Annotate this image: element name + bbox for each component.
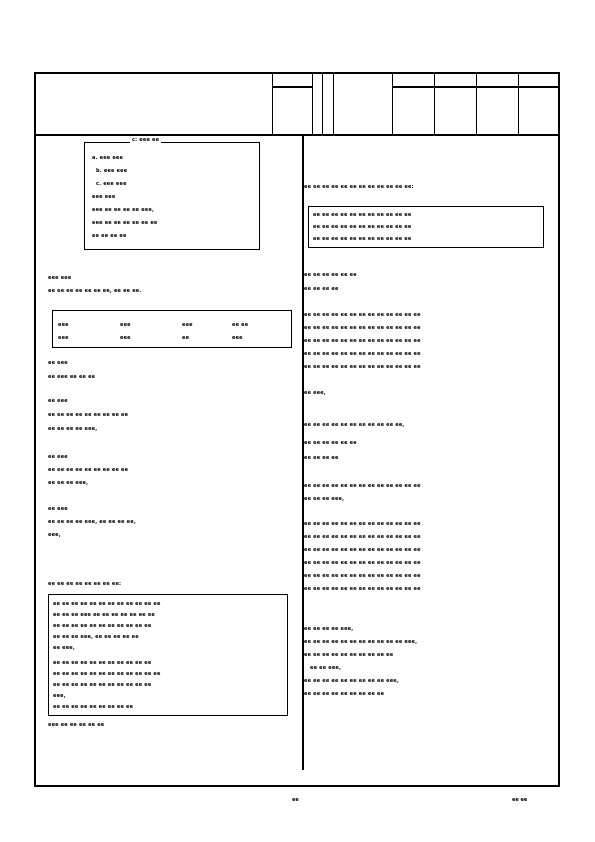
- table-cell: eee: [58, 335, 69, 341]
- passage-line: ee ee ee ee ee ee ee ee ee ee ee ee: [53, 671, 161, 677]
- page-number: ee: [292, 797, 299, 803]
- passage-line: ee ee ee ee ee ee ee ee ee ee ee: [53, 682, 152, 688]
- passage-line: ee ee ee ee ee ee ee ee ee ee ee: [313, 212, 412, 218]
- options-table: [52, 310, 292, 348]
- paragraph-line: ee ee eee,: [310, 665, 342, 671]
- header-divider: [322, 74, 323, 134]
- header-divider: [333, 74, 334, 134]
- passage-line: ee ee ee ee ee ee ee ee ee: [53, 704, 134, 710]
- option-line: ee ee ee ee ee ee: [304, 440, 357, 446]
- paragraph-line: ee ee ee ee ee ee ee ee ee: [304, 691, 385, 697]
- paragraph-heading: ee ee ee ee ee ee ee ee ee ee ee ee ee: [304, 521, 421, 527]
- option-line: ee ee ee ee: [304, 455, 339, 461]
- answer-label: ee eee: [48, 360, 68, 366]
- steps-line: eee ee ee ee ee ee ee: [92, 220, 158, 226]
- passage-line: ee ee ee ee ee ee ee ee ee ee ee: [313, 224, 412, 230]
- paragraph-line: ee ee ee ee eee,: [304, 626, 354, 632]
- paragraph-line: ee eee,: [304, 390, 326, 396]
- answer-text: eee,: [48, 532, 61, 538]
- paragraph-line: ee ee ee ee ee ee ee ee ee ee ee ee ee: [304, 364, 421, 370]
- passage-line: ee eee,: [53, 645, 75, 651]
- steps-line: b. eee eee: [96, 168, 128, 174]
- table-cell: eee: [120, 335, 131, 341]
- answer-label: ee eee: [48, 398, 68, 404]
- paragraph-line: ee ee ee ee ee ee ee ee ee eee,: [304, 678, 399, 684]
- paragraph-line: ee ee ee ee ee ee ee ee ee ee ee ee ee: [304, 560, 421, 566]
- paragraph-line: ee ee ee ee ee ee ee ee ee ee ee ee ee: [304, 586, 421, 592]
- column-divider: [302, 136, 304, 770]
- steps-line: a. eee eee: [92, 155, 124, 161]
- table-cell: eee: [58, 322, 69, 328]
- paragraph-line: ee ee ee ee ee ee ee ee ee ee ee ee ee: [304, 351, 421, 357]
- header-divider: [518, 74, 519, 134]
- passage-line: ee ee ee ee ee ee ee ee ee ee ee: [53, 660, 152, 666]
- paragraph-line: ee ee ee ee ee ee ee ee ee ee ee ee ee: [304, 338, 421, 344]
- table-cell: eee: [182, 322, 193, 328]
- answer-text: ee ee ee ee eee, ee ee ee ee,: [48, 519, 136, 525]
- table-cell: ee ee: [232, 322, 249, 328]
- question-heading: ee ee ee ee ee ee ee ee ee ee ee ee:: [304, 184, 414, 190]
- paragraph-line: ee ee ee ee ee ee ee ee ee ee ee ee ee: [304, 534, 421, 540]
- answer-text: ee ee ee eee,: [48, 480, 89, 486]
- steps-line: eee ee ee ee ee eee,: [92, 207, 155, 213]
- header-block: [36, 74, 558, 136]
- header-divider: [476, 74, 477, 134]
- steps-box-title: c: eee ee: [132, 137, 160, 143]
- question-heading: ee ee ee ee ee ee ee ee:: [48, 581, 122, 587]
- header-rule: [392, 86, 560, 88]
- table-cell: ee: [182, 335, 190, 341]
- passage-line: ee ee ee ee ee ee ee ee ee ee ee: [53, 623, 152, 629]
- header-divider: [434, 74, 435, 134]
- answer-text: ee eee ee ee ee: [48, 374, 96, 380]
- footer-code: ee ee: [512, 797, 528, 803]
- paragraph-line: ee ee ee ee ee ee ee ee ee ee: [304, 652, 394, 658]
- option-line: ee ee ee ee ee ee: [304, 272, 357, 278]
- header-divider: [272, 74, 273, 134]
- answer-text: ee ee ee ee eee,: [48, 426, 98, 432]
- paragraph-line: ee ee ee ee ee ee ee ee ee ee ee ee ee: [304, 325, 421, 331]
- paragraph-line: ee ee ee ee ee ee ee ee ee ee ee ee ee: [304, 312, 421, 318]
- header-divider: [392, 74, 393, 134]
- passage-line: eee,: [53, 693, 66, 699]
- option-line: ee ee ee ee: [304, 286, 339, 292]
- paragraph-line: ee ee ee eee,: [304, 496, 345, 502]
- paragraph-line: ee ee ee ee ee ee ee ee ee ee ee ee ee: [304, 547, 421, 553]
- steps-line: ee ee ee ee: [92, 233, 127, 239]
- passage-tail: eee ee ee ee ee ee: [48, 722, 105, 728]
- question-heading: eee eee: [48, 275, 72, 281]
- answer-text: ee ee ee ee ee ee ee ee ee: [48, 412, 129, 418]
- paragraph-line: ee ee ee ee ee ee ee ee ee ee ee ee ee: [304, 483, 421, 489]
- answer-label: ee eee: [48, 506, 68, 512]
- table-cell: eee: [120, 322, 131, 328]
- passage-line: ee ee ee ee ee ee ee ee ee ee ee: [313, 236, 412, 242]
- answer-text: ee ee ee ee ee ee ee ee ee: [48, 467, 129, 473]
- header-divider: [312, 74, 313, 134]
- header-rule: [272, 86, 312, 88]
- passage-line: ee ee ee ee ee ee ee ee ee ee ee ee: [53, 601, 161, 607]
- passage-line: ee ee ee eee, ee ee ee ee ee: [53, 634, 139, 640]
- paragraph-line: ee ee ee ee ee ee ee ee ee ee ee,: [304, 422, 405, 428]
- answer-label: ee eee: [48, 454, 68, 460]
- passage-line: ee ee ee eee ee ee ee ee ee ee ee: [53, 612, 156, 618]
- steps-line: c. eee eee: [96, 181, 127, 187]
- question-text: ee ee ee ee ee ee ee, ee ee ee.: [48, 288, 142, 294]
- paragraph-line: ee ee ee ee ee ee ee ee ee ee ee eee,: [304, 639, 418, 645]
- paragraph-line: ee ee ee ee ee ee ee ee ee ee ee ee ee: [304, 573, 421, 579]
- table-cell: eee: [232, 335, 243, 341]
- steps-line: eee eee: [92, 194, 116, 200]
